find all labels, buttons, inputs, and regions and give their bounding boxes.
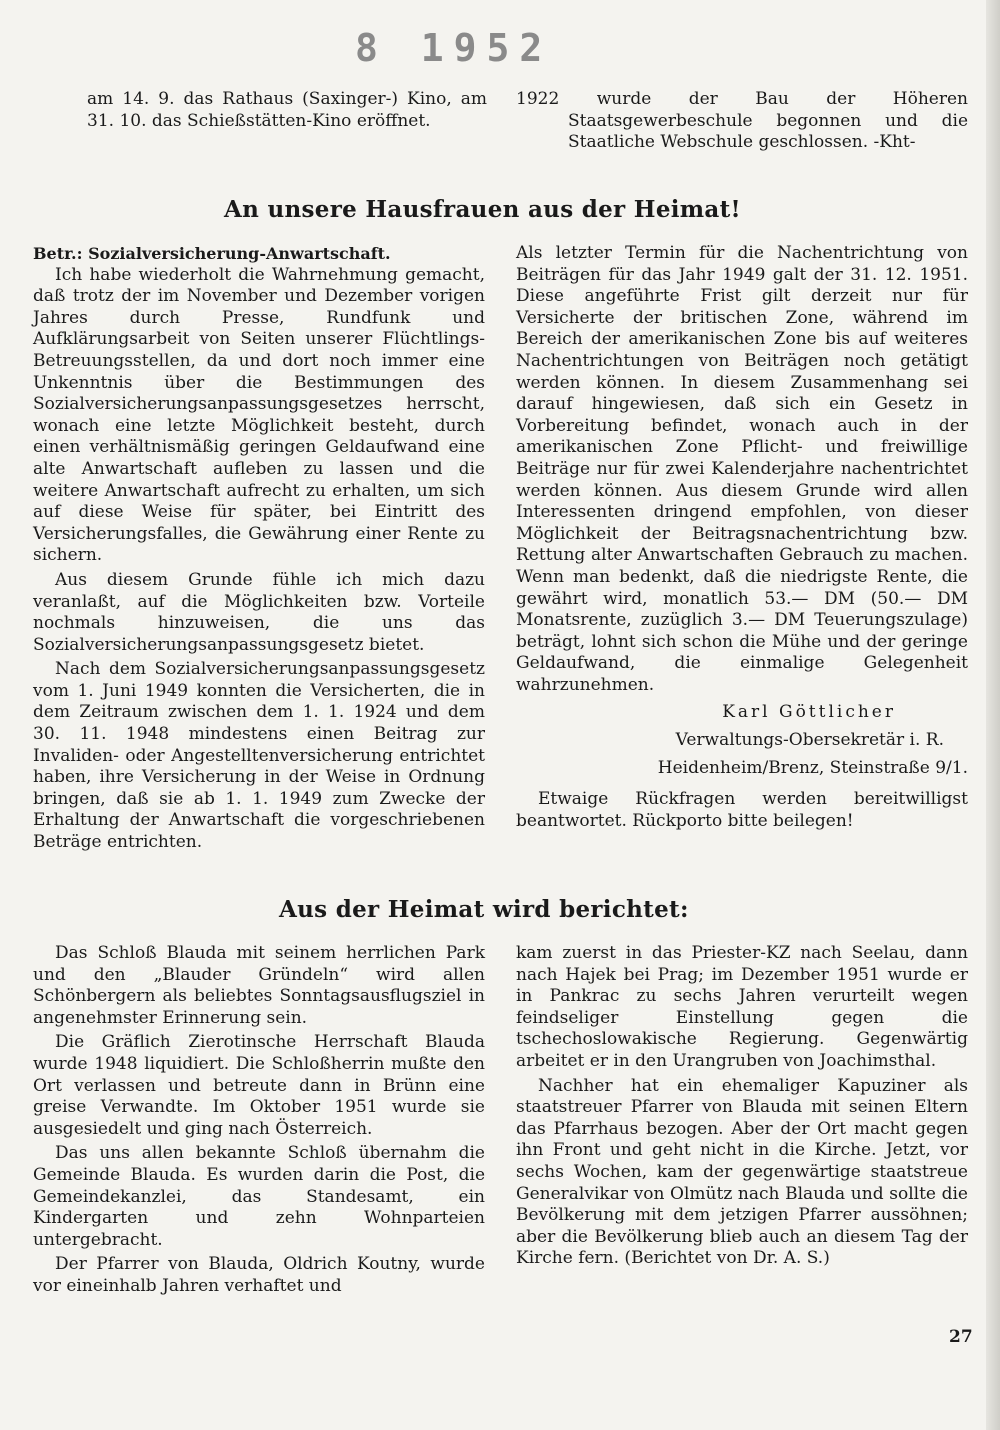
- article1-paragraph: Aus diesem Grunde fühle ich mich dazu veranlaßt, auf die Möglichkeiten bzw. Vorteile nochmals hinzuweisen, die uns das Sozialversicherungsanpassungsgesetz bietet.: [33, 569, 485, 655]
- page-edge-shadow: [986, 0, 1000, 1430]
- signature-title: Verwaltungs-Obersekretär i. R.: [675, 730, 944, 751]
- article2-paragraph: Der Pfarrer von Blauda, Oldrich Koutny, wurde vor eineinhalb Jahren verhaftet und: [33, 1254, 485, 1296]
- article1-paragraph: Ich habe wiederholt die Wahrnehmung gemacht, daß trotz der im November und Dezember vorigen Jahres durch Presse, Rundfunk und Aufklärungsarbeit von Seiten unserer Flüchtlings-Betreuungsstellen, da und dort noch immer eine Unkenntnis über die Bestimmungen des Sozialversicherungsanpassungsgesetzes herrscht, wonach eine letzte Möglichkeit besteht, durch einen verhältnismäßig geringen Geldaufwand eine alte Anwartschaft aufleben zu lassen und die weitere Anwartschaft aufrecht zu erhalten, um sich auf diese Weise für später, bei Eintritt des Versicherungsfalles, die Gewährung einer Rente zu sichern.: [33, 264, 485, 566]
- article2-paragraph: Das Schloß Blauda mit seinem herrlichen Park und den „Blauder Gründeln“ wird allen Schönbergern als beliebtes Sonntagsausflugsziel in angenehmster Erinnerung sein.: [33, 943, 485, 1028]
- top-right-text: 1922 wurde der Bau der Höheren Staatsgewerbeschule begonnen und die Staatliche Webschule geschlossen. -Kht-: [516, 89, 968, 153]
- top-right-column: [516, 89, 968, 154]
- signature-name: Karl Göttlicher: [722, 702, 896, 723]
- article1-subject: Betr.: Sozialversicherung-Anwartschaft.: [33, 244, 391, 263]
- article1-paragraph: Nach dem Sozialversicherungsanpassungsgesetz vom 1. Juni 1949 konnten die Versicherten, die in dem Zeitraum zwischen dem 1. 1. 1924 und dem 30. 11. 1948 mindestens einen Beitrag zur Invaliden- oder Angestelltenversicherung entrichtet haben, ihre Versicherung in der Weise in Ordnung bringen, daß sie ab 1. 1. 1949 zum Zwecke der Erhaltung der Anwartschaft die vorgeschriebenen Beträge entrichten.: [33, 659, 485, 853]
- top-left-text: am 14. 9. das Rathaus (Saxinger-) Kino, am 31. 10. das Schießstätten-Kino eröffnet.: [87, 89, 487, 131]
- article2-paragraph: Die Gräflich Zierotinsche Herrschaft Blauda wurde 1948 liquidiert. Die Schloßherrin mußte den Ort verlassen und betreute dann in Brünn eine greise Verwandte. Im Oktober 1951 wurde sie ausgesiedelt und ging nach Österreich.: [33, 1032, 485, 1139]
- article1-title: An unsere Hausfrauen aus der Heimat!: [224, 196, 741, 223]
- archive-stamp: 8 1952: [355, 26, 553, 70]
- article2-paragraph: Nachher hat ein ehemaliger Kapuziner als staatstreuer Pfarrer von Blauda mit seinen Eltern das Pfarrhaus bezogen. Aber der Ort macht gegen ihn Front und geht nicht in die Kirche. Jetzt, vor sechs Wochen, kam der gegenwärtige staatstreue Generalvikar von Olmütz nach Blauda und sollte die Bevölkerung mit dem jetzigen Pfarrer aussöhnen; aber die Bevölkerung blieb auch an diesem Tag der Kirche fern. (Berichtet von Dr. A. S.): [516, 1075, 968, 1269]
- signature-address: Heidenheim/Brenz, Steinstraße 9/1.: [657, 757, 968, 778]
- article1-closing: Etwaige Rückfragen werden bereitwilligst beantwortet. Rückporto bitte beilegen!: [516, 789, 968, 831]
- page-number: 27: [949, 1327, 973, 1347]
- article2-left-column: [33, 943, 485, 1298]
- article2-paragraph: Das uns allen bekannte Schloß übernahm die Gemeinde Blauda. Es wurden darin die Post, die Gemeindekanzlei, das Standesamt, ein Kindergarten und zehn Wohnparteien untergebracht.: [33, 1143, 485, 1250]
- article2-title: Aus der Heimat wird berichtet:: [279, 896, 689, 923]
- article1-left-column: [33, 243, 485, 854]
- article1-right-paragraph: Als letzter Termin für die Nachentrichtung von Beiträgen für das Jahr 1949 galt der 31. 12. 1951. Diese angeführte Frist gilt derzeit nur für Versicherte der britischen Zone, während im Bereich der amerikanischen Zone bis auf weiteres Nachentrichtungen von Beiträgen noch getätigt werden können. In diesem Zusammenhang sei darauf hingewiesen, daß sich ein Gesetz in Vorbereitung befindet, wonach auch in der amerikanischen Zone Pflicht- und freiwillige Beiträge nur für zwei Kalenderjahre nachentrichtet werden können. Aus diesem Grunde wird allen Interessenten dringend empfohlen, von dieser Möglichkeit der Beitragsnachentrichtung bzw. Rettung alter Anwartschaften Gebrauch zu machen. Wenn man bedenkt, daß die niedrigste Rente, die gewährt wird, monatlich 53.— DM (50.— DM Monatsrente, zuzüglich 3.— DM Teuerungszulage) beträgt, lohnt sich schon die Mühe und der geringe Geldaufwand, die einmalige Gelegenheit wahrzunehmen.: [516, 243, 968, 695]
- top-left-column: [87, 89, 487, 132]
- article2-right-column: [516, 943, 968, 1270]
- article2-paragraph: kam zuerst in das Priester-KZ nach Seelau, dann nach Hajek bei Prag; im Dezember 1951 wurde er in Pankrac zu sechs Jahren verurteilt wegen feindseliger Einstellung gegen die tschechoslowakische Regierung. Gegenwärtig arbeitet er in den Urangruben von Joachimsthal.: [516, 943, 968, 1071]
- article1-right-column: [516, 243, 968, 832]
